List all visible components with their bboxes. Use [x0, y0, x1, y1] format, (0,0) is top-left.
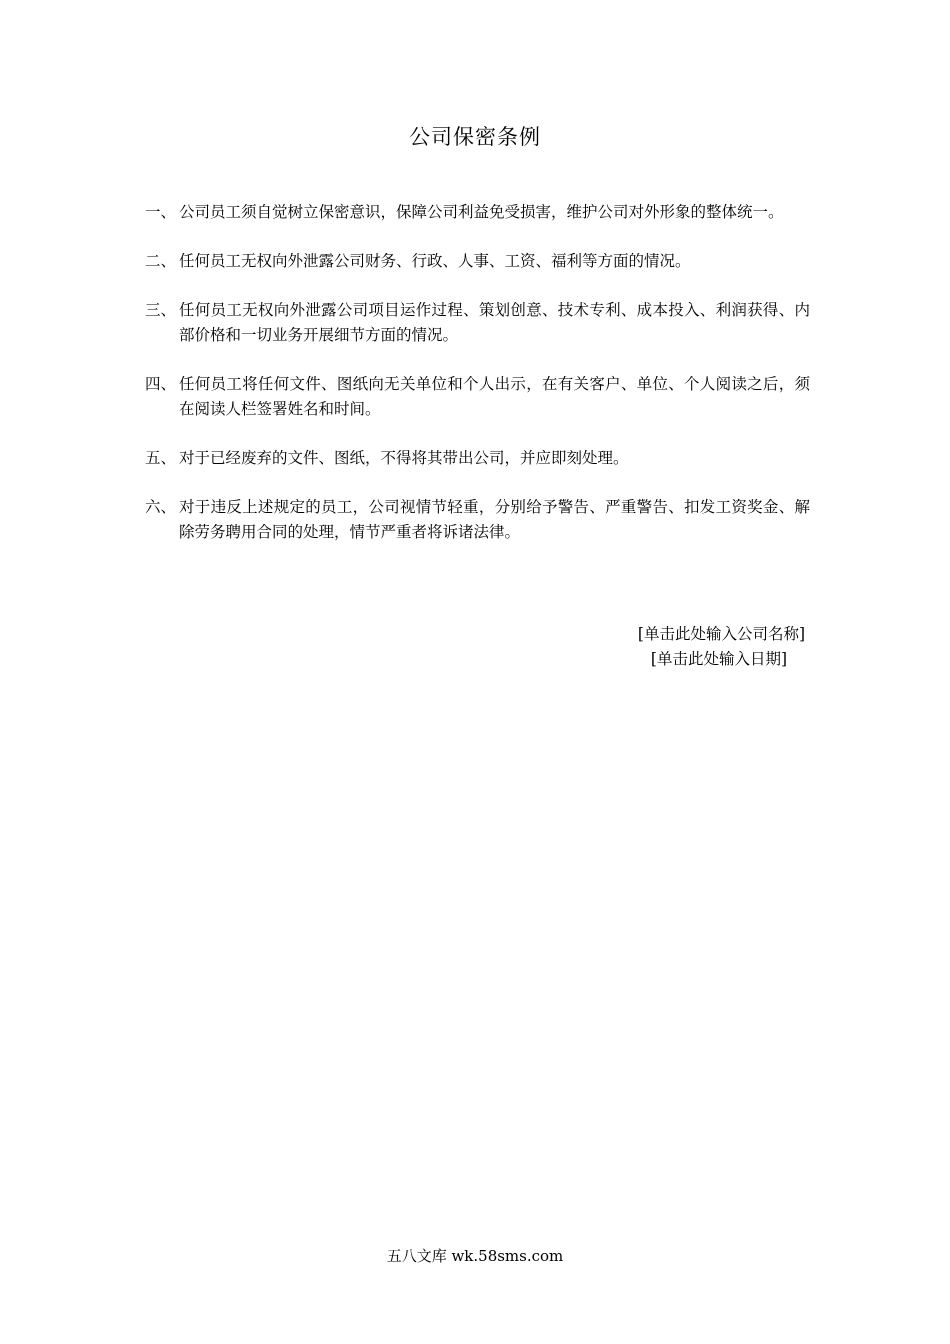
clause-list: [145, 200, 810, 569]
clause-text: 任何员工无权向外泄露公司财务、行政、人事、工资、福利等方面的情况。: [179, 252, 691, 270]
clause-item: [145, 298, 810, 348]
clause-item: [145, 200, 810, 225]
clause-text: 任何员工将任何文件、图纸向无关单位和个人出示，在有关客户、单位、个人阅读之后，须在阅读人栏签署姓名和时间。: [179, 375, 810, 418]
signature-block: [540, 622, 805, 672]
clause-item: [145, 249, 810, 274]
clause-text: 公司员工须自觉树立保密意识，保障公司利益免受损害，维护公司对外形象的整体统一。: [179, 203, 784, 221]
clause-text: 任何员工无权向外泄露公司项目运作过程、策划创意、技术专利、成本投入、利润获得、内部价格和一切业务开展细节方面的情况。: [179, 301, 810, 344]
clause-number: 三、: [145, 301, 177, 319]
clause-number: 六、: [145, 498, 177, 516]
date-placeholder[interactable]: [单击此处输入日期]: [650, 650, 787, 668]
clause-text: 对于违反上述规定的员工，公司视情节轻重，分别给予警告、严重警告、扣发工资奖金、解除劳务聘用合同的处理，情节严重者将诉诸法律。: [179, 498, 810, 541]
clause-text: 对于已经废弃的文件、图纸，不得将其带出公司，并应即刻处理。: [179, 449, 629, 467]
clause-item: [145, 495, 810, 545]
clause-number: 一、: [145, 203, 177, 221]
document-title: 公司保密条例: [409, 125, 541, 149]
clause-item: [145, 372, 810, 422]
clause-item: [145, 446, 810, 471]
clause-number: 五、: [145, 449, 177, 467]
company-name-placeholder[interactable]: [单击此处输入公司名称]: [637, 625, 805, 643]
clause-number: 二、: [145, 252, 177, 270]
clause-number: 四、: [145, 375, 177, 393]
footer-watermark: 五八文库 wk.58sms.com: [386, 1247, 564, 1265]
